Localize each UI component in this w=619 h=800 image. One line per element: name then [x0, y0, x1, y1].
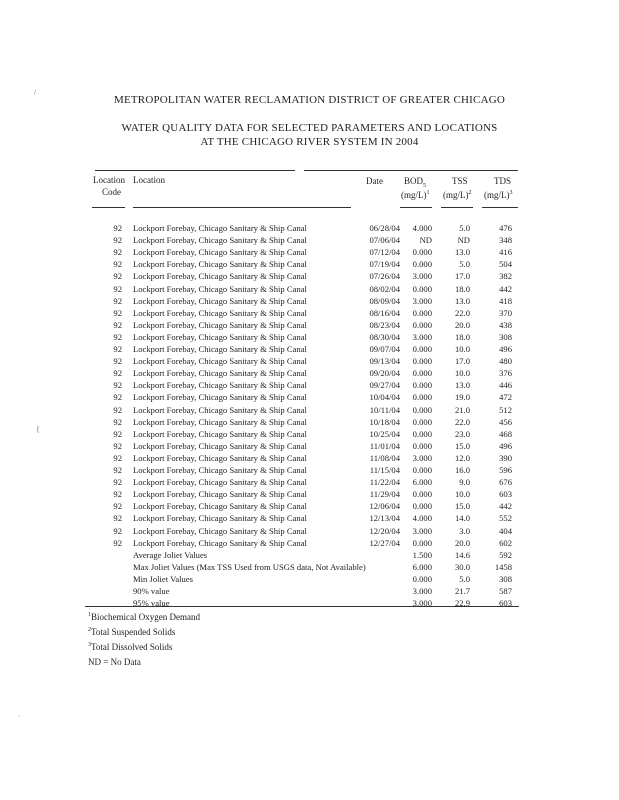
tds-cell: 603 — [499, 489, 512, 500]
bod-cell: 0.000 — [412, 392, 432, 403]
bod-cell: 0.000 — [412, 259, 432, 270]
code-cell: 92 — [113, 404, 122, 415]
tds-cell: 416 — [499, 247, 512, 258]
col-header-location: Location — [133, 175, 165, 185]
date-cell: 09/13/04 — [369, 356, 400, 367]
bod-cell: 0.000 — [412, 247, 432, 258]
tds-cell: 348 — [499, 235, 512, 246]
tds-cell: 370 — [499, 307, 512, 318]
col-header-tds: TDS — [494, 176, 512, 186]
location-cell: Lockport Forebay, Chicago Sanitary & Ship Canal — [133, 440, 307, 451]
table-row — [0, 488, 619, 500]
table-row — [0, 452, 619, 464]
tss-cell: 17.0 — [454, 356, 470, 367]
tds-cell: 1458 — [494, 561, 512, 572]
tds-cell: 496 — [499, 440, 512, 451]
code-cell: 92 — [113, 416, 122, 427]
tds-cell: 468 — [499, 428, 512, 439]
tds-cell: 376 — [499, 368, 512, 379]
bod-cell: 4.000 — [412, 513, 432, 524]
bod-cell: 3.000 — [412, 586, 432, 596]
tds-cell: 382 — [499, 271, 512, 282]
date-cell: 08/09/04 — [369, 295, 400, 306]
tss-cell: 22.0 — [454, 416, 470, 427]
table-row — [0, 464, 619, 476]
footnote — [88, 657, 141, 667]
bod-cell: 0.000 — [412, 368, 432, 379]
tss-cell: 13.0 — [454, 247, 470, 258]
location-cell: Lockport Forebay, Chicago Sanitary & Ship Canal — [133, 477, 307, 488]
code-cell: 92 — [113, 513, 122, 524]
tds-cell: 596 — [499, 465, 512, 475]
table-row — [0, 258, 619, 270]
bod-cell: 0.000 — [412, 428, 432, 439]
tss-cell: 22.0 — [454, 307, 470, 318]
date-cell: 07/26/04 — [369, 271, 400, 282]
col-header-date: Date — [366, 176, 383, 186]
code-cell: 92 — [113, 283, 122, 294]
col-header-code: Location — [93, 175, 125, 185]
table-row — [0, 222, 619, 234]
stat-label: Min Joliet Values — [133, 573, 193, 584]
bod-cell: 0.000 — [412, 573, 432, 584]
location-cell: Lockport Forebay, Chicago Sanitary & Ship Canal — [133, 344, 307, 354]
stat-label: 95% value — [133, 598, 170, 609]
bod-cell: 0.000 — [412, 307, 432, 318]
document-title: METROPOLITAN WATER RECLAMATION DISTRICT OF GREATER CHICAGO — [113, 94, 506, 106]
tss-cell: 30.0 — [454, 561, 470, 572]
tds-cell: 603 — [499, 598, 512, 609]
footnote — [88, 627, 175, 637]
code-cell: 92 — [113, 501, 122, 512]
table-row — [0, 270, 619, 282]
location-cell: Lockport Forebay, Chicago Sanitary & Ship Canal — [133, 283, 307, 294]
stat-row — [0, 561, 619, 573]
date-cell: 11/29/04 — [369, 489, 400, 500]
tss-cell: 18.0 — [454, 331, 470, 342]
footnote-marker: 2 — [88, 627, 91, 633]
col-header-tss: TSS — [452, 176, 468, 186]
date-cell: 12/27/04 — [369, 537, 400, 548]
stat-label: Average Joliet Values — [133, 549, 208, 560]
location-cell: Lockport Forebay, Chicago Sanitary & Ship Canal — [133, 428, 307, 439]
tss-cell: 13.0 — [454, 380, 470, 391]
location-cell: Lockport Forebay, Chicago Sanitary & Ship Canal — [133, 295, 307, 306]
table-row — [0, 512, 619, 524]
tds-cell: 496 — [499, 344, 512, 354]
table-row — [0, 416, 619, 428]
bod-cell: 0.000 — [412, 537, 432, 548]
bod-cell: 3.000 — [412, 331, 432, 342]
bod-cell: 0.000 — [412, 283, 432, 294]
header-rule — [133, 207, 351, 208]
location-cell: Lockport Forebay, Chicago Sanitary & Ship Canal — [133, 465, 307, 475]
location-cell: Lockport Forebay, Chicago Sanitary & Ship Canal — [133, 513, 307, 524]
tss-cell: 10.0 — [454, 344, 470, 354]
tds-cell: 456 — [499, 416, 512, 427]
stat-row — [0, 597, 619, 609]
tss-cell: 15.0 — [454, 440, 470, 451]
table-row — [0, 343, 619, 355]
date-cell: 07/06/04 — [369, 235, 400, 246]
date-cell: 12/06/04 — [369, 501, 400, 512]
bod-cell: 3.000 — [412, 598, 432, 609]
tss-cell: 5.0 — [459, 259, 470, 270]
tss-cell: 22.9 — [454, 598, 470, 609]
location-cell: Lockport Forebay, Chicago Sanitary & Ship Canal — [133, 331, 307, 342]
bod-cell: 6.000 — [412, 561, 432, 572]
code-cell: 92 — [113, 440, 122, 451]
date-cell: 11/01/04 — [369, 440, 400, 451]
date-cell: 10/18/04 — [369, 416, 400, 427]
tss-cell: 21.0 — [454, 404, 470, 415]
tds-cell: 438 — [499, 319, 512, 330]
location-cell: Lockport Forebay, Chicago Sanitary & Ship Canal — [133, 416, 307, 427]
stat-row — [0, 573, 619, 585]
code-cell: 92 — [113, 331, 122, 342]
scan-mark: / — [34, 88, 37, 97]
table-row — [0, 525, 619, 537]
tds-cell: 587 — [499, 586, 512, 596]
document-subtitle: WATER QUALITY DATA FOR SELECTED PARAMETERS AND LOCATIONS — [121, 122, 498, 134]
date-cell: 08/23/04 — [369, 319, 400, 330]
date-cell: 10/25/04 — [369, 428, 400, 439]
footnote — [88, 642, 172, 652]
table-row — [0, 367, 619, 379]
date-cell: 11/08/04 — [369, 452, 400, 463]
code-cell: 92 — [113, 465, 122, 475]
tss-cell: 15.0 — [454, 501, 470, 512]
table-row — [0, 500, 619, 512]
table-row — [0, 355, 619, 367]
code-cell: 92 — [113, 452, 122, 463]
code-cell: 92 — [113, 537, 122, 548]
code-cell: 92 — [113, 344, 122, 354]
table-row — [0, 246, 619, 258]
tss-cell: 16.0 — [454, 465, 470, 475]
footnote — [88, 612, 200, 622]
header-rule — [482, 207, 518, 208]
tss-cell: 3.0 — [459, 525, 470, 536]
tds-cell: 404 — [499, 525, 512, 536]
location-cell: Lockport Forebay, Chicago Sanitary & Ship Canal — [133, 404, 307, 415]
table-row — [0, 404, 619, 416]
code-cell: 92 — [113, 319, 122, 330]
table-row — [0, 295, 619, 307]
footnote-marker: 1 — [88, 612, 91, 618]
code-cell: 92 — [113, 235, 122, 246]
stat-row — [0, 585, 619, 597]
tds-cell: 552 — [499, 513, 512, 524]
footnote-text: Biochemical Oxygen Demand — [91, 612, 200, 622]
tds-cell: 308 — [499, 573, 512, 584]
tds-cell: 476 — [499, 223, 512, 233]
bod-cell: 0.000 — [412, 489, 432, 500]
bod-cell: 0.000 — [412, 356, 432, 367]
bod-cell: 6.000 — [412, 477, 432, 488]
tds-cell: 602 — [499, 537, 512, 548]
table-row — [0, 379, 619, 391]
footnote-marker: 3 — [88, 642, 91, 648]
tds-cell: 472 — [499, 392, 512, 403]
date-cell: 07/12/04 — [369, 247, 400, 258]
date-cell: 07/19/04 — [369, 259, 400, 270]
location-cell: Lockport Forebay, Chicago Sanitary & Ship Canal — [133, 356, 307, 367]
tss-cell: 20.0 — [454, 537, 470, 548]
date-cell: 08/30/04 — [369, 331, 400, 342]
tss-cell: 17.0 — [454, 271, 470, 282]
date-cell: 09/20/04 — [369, 368, 400, 379]
location-cell: Lockport Forebay, Chicago Sanitary & Ship Canal — [133, 392, 307, 403]
tds-cell: 446 — [499, 380, 512, 391]
header-rule — [441, 207, 473, 208]
date-cell: 09/27/04 — [369, 380, 400, 391]
code-cell: 92 — [113, 368, 122, 379]
code-cell: 92 — [113, 259, 122, 270]
col-header-tds-unit: $(mg/L)^3$ — [484, 190, 513, 200]
table-row — [0, 440, 619, 452]
stat-row — [0, 549, 619, 561]
stat-label: Max Joliet Values (Max TSS Used from USGS data, Not Available) — [133, 561, 366, 572]
bod-cell: 0.000 — [412, 416, 432, 427]
bod-cell: 1.500 — [412, 549, 432, 560]
bod-cell: ND — [419, 235, 432, 246]
bod-cell: 0.000 — [412, 404, 432, 415]
bod-cell: 0.000 — [412, 344, 432, 354]
location-cell: Lockport Forebay, Chicago Sanitary & Ship Canal — [133, 452, 307, 463]
location-cell: Lockport Forebay, Chicago Sanitary & Ship Canal — [133, 489, 307, 500]
table-row — [0, 283, 619, 295]
tds-cell: 480 — [499, 356, 512, 367]
footnote-text: ND = No Data — [88, 657, 141, 667]
tds-cell: 592 — [499, 549, 512, 560]
location-cell: Lockport Forebay, Chicago Sanitary & Ship Canal — [133, 223, 307, 233]
table-row — [0, 319, 619, 331]
code-cell: 92 — [113, 223, 122, 233]
code-cell: 92 — [113, 271, 122, 282]
tss-cell: 14.0 — [454, 513, 470, 524]
table-row — [0, 428, 619, 440]
bod-cell: 3.000 — [412, 525, 432, 536]
stat-label: 90% value — [133, 586, 170, 596]
header-rule — [400, 207, 432, 208]
date-cell: 08/16/04 — [369, 307, 400, 318]
code-cell: 92 — [113, 392, 122, 403]
tss-cell: 10.0 — [454, 489, 470, 500]
tss-cell: 23.0 — [454, 428, 470, 439]
tss-cell: 20.0 — [454, 319, 470, 330]
scan-mark: { — [36, 425, 40, 434]
tds-cell: 512 — [499, 404, 512, 415]
tss-cell: 14.6 — [454, 549, 470, 560]
bod-cell: 4.000 — [412, 223, 432, 233]
tss-cell: 9.0 — [459, 477, 470, 488]
header-rule — [304, 170, 518, 171]
tss-cell: ND — [457, 235, 470, 246]
tss-cell: 21.7 — [454, 586, 470, 596]
date-cell: 10/04/04 — [369, 392, 400, 403]
date-cell: 08/02/04 — [369, 283, 400, 294]
tss-cell: 19.0 — [454, 392, 470, 403]
code-cell: 92 — [113, 307, 122, 318]
tss-cell: 12.0 — [454, 452, 470, 463]
table-row — [0, 234, 619, 246]
footnote-text: Total Suspended Solids — [91, 627, 176, 637]
tds-cell: 442 — [499, 501, 512, 512]
location-cell: Lockport Forebay, Chicago Sanitary & Ship Canal — [133, 307, 307, 318]
code-cell: 92 — [113, 356, 122, 367]
col-header-tss-unit: $(mg/L)^2$ — [443, 190, 472, 200]
bod-cell: 3.000 — [412, 271, 432, 282]
code-cell: 92 — [113, 489, 122, 500]
date-cell: 12/20/04 — [369, 525, 400, 536]
tds-cell: 308 — [499, 331, 512, 342]
location-cell: Lockport Forebay, Chicago Sanitary & Ship Canal — [133, 271, 307, 282]
scan-mark: · — [18, 712, 21, 721]
tss-cell: 10.0 — [454, 368, 470, 379]
table-row — [0, 331, 619, 343]
table-row — [0, 476, 619, 488]
col-header-code-2: Code — [102, 187, 121, 197]
bod-cell: 3.000 — [412, 452, 432, 463]
col-header-bod: $BOD_5$ — [404, 176, 427, 189]
header-rule — [92, 207, 125, 208]
location-cell: Lockport Forebay, Chicago Sanitary & Ship Canal — [133, 537, 307, 548]
tss-cell: 5.0 — [459, 223, 470, 233]
bod-cell: 0.000 — [412, 380, 432, 391]
location-cell: Lockport Forebay, Chicago Sanitary & Ship Canal — [133, 525, 307, 536]
date-cell: 11/22/04 — [369, 477, 400, 488]
tds-cell: 676 — [499, 477, 512, 488]
code-cell: 92 — [113, 477, 122, 488]
table-row — [0, 391, 619, 403]
date-cell: 11/15/04 — [369, 465, 400, 475]
location-cell: Lockport Forebay, Chicago Sanitary & Ship Canal — [133, 501, 307, 512]
tds-cell: 504 — [499, 259, 512, 270]
table-row — [0, 537, 619, 549]
tss-cell: 13.0 — [454, 295, 470, 306]
code-cell: 92 — [113, 428, 122, 439]
bod-cell: 0.000 — [412, 440, 432, 451]
location-cell: Lockport Forebay, Chicago Sanitary & Ship Canal — [133, 319, 307, 330]
location-cell: Lockport Forebay, Chicago Sanitary & Ship Canal — [133, 368, 307, 379]
location-cell: Lockport Forebay, Chicago Sanitary & Ship Canal — [133, 380, 307, 391]
tds-cell: 390 — [499, 452, 512, 463]
code-cell: 92 — [113, 380, 122, 391]
document-subtitle-2: AT THE CHICAGO RIVER SYSTEM IN 2004 — [200, 136, 419, 148]
footer-rule — [85, 606, 519, 607]
tds-cell: 442 — [499, 283, 512, 294]
bod-cell: 0.000 — [412, 501, 432, 512]
location-cell: Lockport Forebay, Chicago Sanitary & Ship Canal — [133, 235, 307, 246]
bod-cell: 3.000 — [412, 295, 432, 306]
date-cell: 12/13/04 — [369, 513, 400, 524]
date-cell: 06/28/04 — [369, 223, 400, 233]
bod-cell: 0.000 — [412, 465, 432, 475]
code-cell: 92 — [113, 295, 122, 306]
code-cell: 92 — [113, 247, 122, 258]
location-cell: Lockport Forebay, Chicago Sanitary & Ship Canal — [133, 259, 307, 270]
location-cell: Lockport Forebay, Chicago Sanitary & Ship Canal — [133, 247, 307, 258]
tss-cell: 5.0 — [459, 573, 470, 584]
code-cell: 92 — [113, 525, 122, 536]
date-cell: 09/07/04 — [369, 344, 400, 354]
bod-cell: 0.000 — [412, 319, 432, 330]
tss-cell: 18.0 — [454, 283, 470, 294]
header-rule — [95, 170, 295, 171]
col-header-bod-unit: $(mg/L)^1$ — [401, 190, 430, 200]
tds-cell: 418 — [499, 295, 512, 306]
date-cell: 10/11/04 — [369, 404, 400, 415]
footnote-text: Total Dissolved Solids — [91, 642, 173, 652]
table-row — [0, 307, 619, 319]
